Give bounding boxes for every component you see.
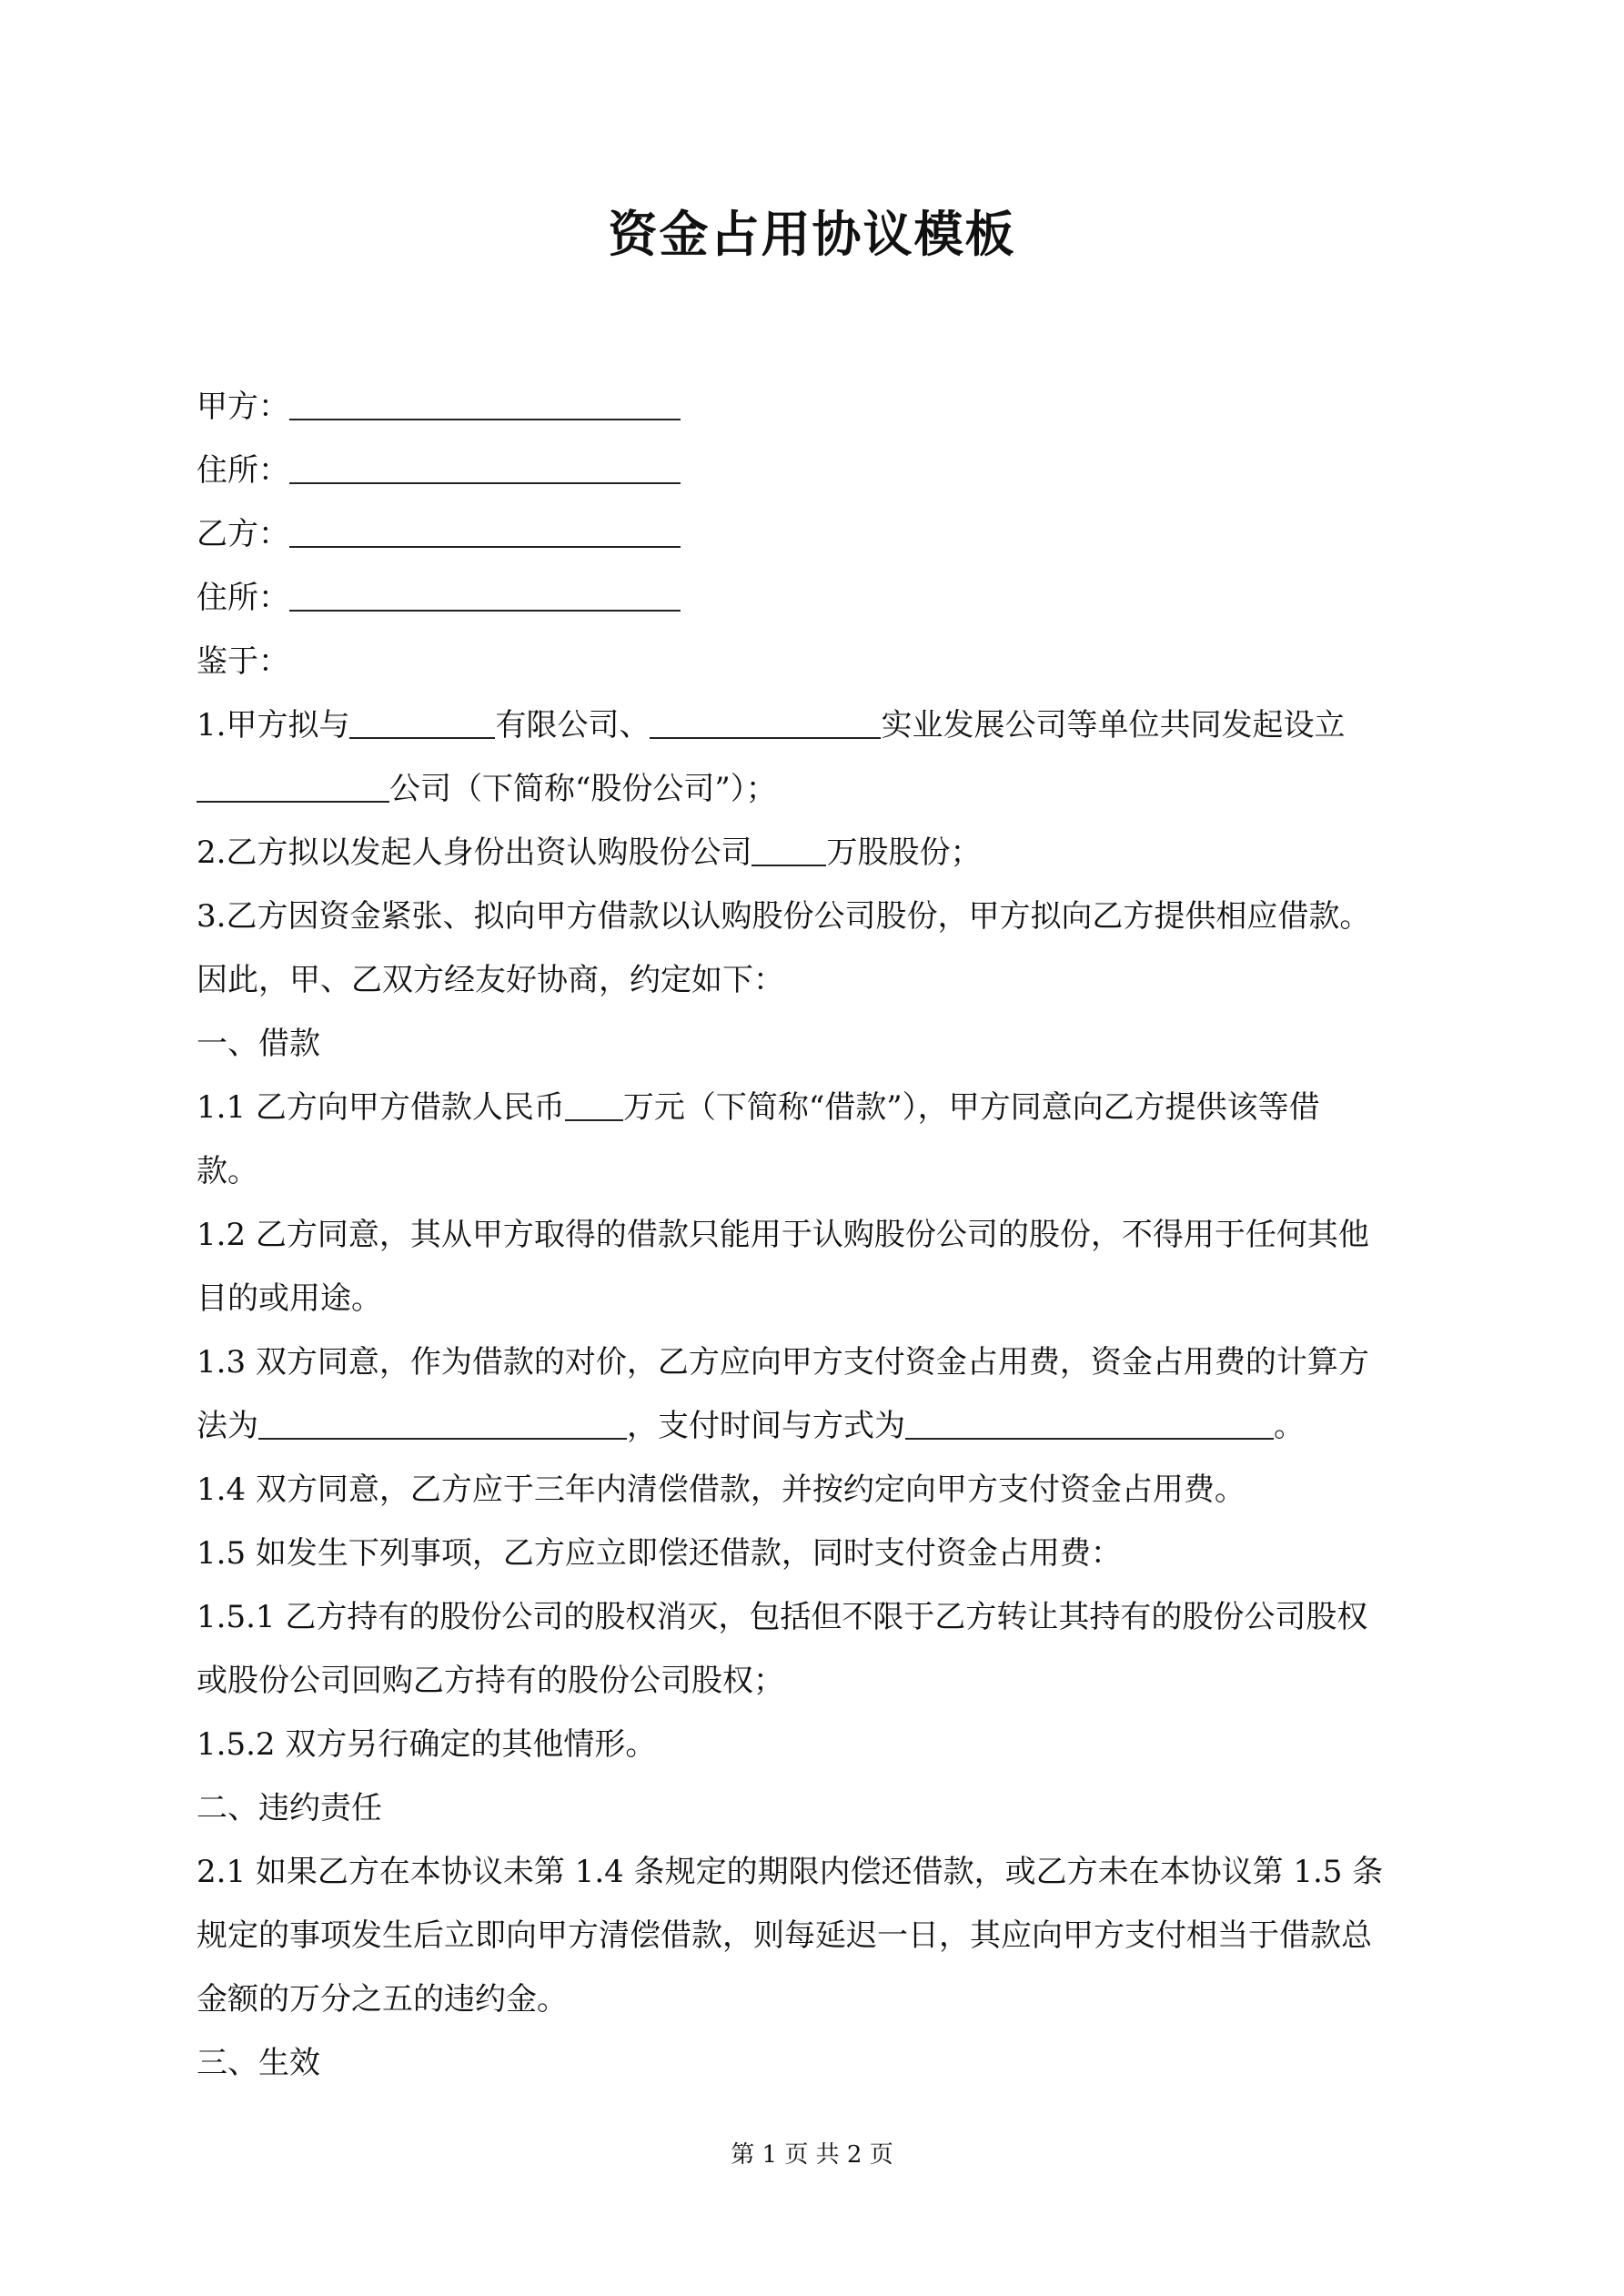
clause-3-line: 3.乙方因资金紧张、拟向甲方借款以认购股份公司股份，甲方拟向乙方提供相应借款。 <box>197 898 1371 935</box>
fee-calculation-blank <box>258 1401 627 1440</box>
clause-1-5-2-line: 1.5.2 双方另行确定的其他情形。 <box>197 1726 657 1763</box>
clause-1-1-text-a: 1.1 乙方向甲方借款人民币 <box>197 1089 565 1126</box>
section-3-heading: 三、生效 <box>197 2045 320 2081</box>
party-b-label: 乙方： <box>197 516 289 552</box>
clause-1-5-1-line-1: 1.5.1 乙方持有的股份公司的股权消灭，包括但不限于乙方转让其持有的股份公司股权 <box>197 1599 1368 1635</box>
therefore-line: 因此，甲、乙双方经友好协商，约定如下： <box>197 962 784 998</box>
clause-1-text-b: 有限公司、 <box>495 707 651 743</box>
clause-1-text-d: 公司（下简称“股份公司”）； <box>389 771 777 807</box>
party-a-address-label: 住所： <box>197 452 289 489</box>
clause-1-2-line-2: 目的或用途。 <box>197 1280 382 1317</box>
clause-1-3-line-2 <box>197 1394 1445 1458</box>
party-b-address-label: 住所： <box>197 580 289 616</box>
clause-1-3-line-1: 1.3 双方同意，作为借款的对价，乙方应向甲方支付资金占用费，资金占用费的计算方 <box>197 1344 1369 1381</box>
clause-1-line-1 <box>197 693 1445 757</box>
party-b-address-blank <box>289 573 681 612</box>
company-name-blank-1 <box>349 701 495 739</box>
clause-2-text-a: 2.乙方拟以发起人身份出资认购股份公司 <box>197 834 752 871</box>
clause-1-5-line: 1.5 如发生下列事项，乙方应立即偿还借款，同时支付资金占用费： <box>197 1535 1122 1572</box>
party-a-label: 甲方： <box>197 389 289 425</box>
whereas-heading: 鉴于： <box>197 643 289 680</box>
page-number-footer: 第 1 页 共 2 页 <box>731 2141 893 2169</box>
clause-1-1-line-1 <box>197 1076 1445 1139</box>
party-a-line <box>197 375 1445 439</box>
clause-2-1-line-3: 金额的万分之五的违约金。 <box>197 1981 568 2018</box>
clause-1-4-line: 1.4 双方同意，乙方应于三年内清偿借款，并按约定向甲方支付资金占用费。 <box>197 1472 1246 1508</box>
clause-1-5-1-line-2: 或股份公司回购乙方持有的股份公司股权； <box>197 1663 784 1699</box>
clause-2-1-line-1: 2.1 如果乙方在本协议未第 1.4 条规定的期限内偿还借款，或乙方未在本协议第 1.5 条 <box>197 1854 1384 1890</box>
party-a-address-line <box>197 439 1445 502</box>
loan-amount-blank <box>565 1083 623 1121</box>
clause-1-1-line-2: 款。 <box>197 1153 258 1189</box>
clause-1-line-2 <box>197 757 1445 821</box>
payment-method-blank <box>905 1401 1274 1440</box>
document-title: 资金占用协议模板 <box>608 206 1016 263</box>
clause-2-line <box>197 821 1445 885</box>
clause-1-text-c: 实业发展公司等单位共同发起设立 <box>881 707 1346 743</box>
clause-1-text-a: 1.甲方拟与 <box>197 707 350 743</box>
section-1-heading: 一、借款 <box>197 1026 320 1062</box>
clause-1-1-text-b: 万元（下简称“借款”），甲方同意向乙方提供该等借 <box>622 1089 1320 1126</box>
company-name-blank-2 <box>650 701 881 739</box>
clause-1-3-text-b: 法为 <box>197 1408 258 1444</box>
party-b-address-line <box>197 566 1445 630</box>
clause-1-3-text-c: ，支付时间与方式为 <box>627 1408 905 1444</box>
clause-1-3-text-d: 。 <box>1274 1408 1305 1444</box>
share-count-blank <box>751 828 826 866</box>
party-a-blank <box>289 382 681 420</box>
document-body <box>197 375 1445 2095</box>
clause-1-2-line-1: 1.2 乙方同意，其从甲方取得的借款只能用于认购股份公司的股份，不得用于任何其他 <box>197 1217 1369 1253</box>
section-2-heading: 二、违约责任 <box>197 1790 382 1826</box>
clause-2-1-line-2: 规定的事项发生后立即向甲方清偿借款，则每延迟一日，其应向甲方支付相当于借款总 <box>197 1917 1372 1954</box>
party-b-line <box>197 502 1445 566</box>
clause-2-text-b: 万股股份； <box>826 834 982 871</box>
party-b-blank <box>289 510 681 548</box>
party-a-address-blank <box>289 446 681 484</box>
company-name-blank-3 <box>197 764 389 803</box>
